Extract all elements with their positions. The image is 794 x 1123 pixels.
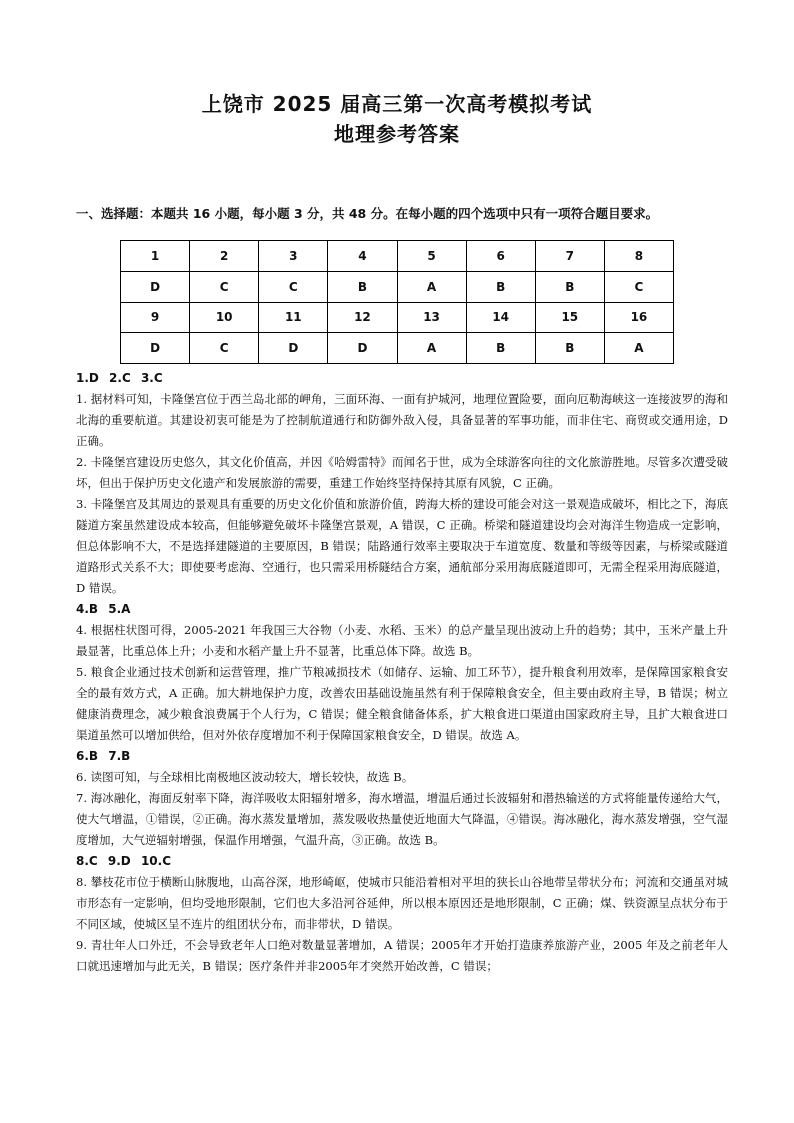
table-cell: C [190,333,259,364]
table-cell: 9 [121,302,190,333]
table-cell: 14 [466,302,535,333]
explanation-paragraph: 6. 读图可知，与全球相比南极地区波动较大，增长较快，故选 B。 [76,770,414,784]
answer-group-header: 8.C 9.D 10.C [76,854,172,868]
explanation-paragraph: 3. 卡隆堡宫及其周边的景观具有重要的历史文化价值和旅游价值，跨海大桥的建设可能会对这一景观造成破坏，相比之下，海底隧道方案虽然建设成本较高，但能够避免破坏卡隆堡宫景观，A 错误，C 正确。桥梁和隧道建设均会对海洋生物造成一定影响，但总体影响不大，不是选择建隧道的主要原因，B 错误；陆路通行效率主要取决于车道宽度、数量和等级等因素，与桥梁或隧道道路形式关系不大；即使要考虑海、空通行，也只需采用桥隧结合方案，通航部分采用海底隧道即可，无需全程采用海底隧道，D 错误。 [76,497,728,595]
table-cell: B [535,333,604,364]
table-cell: 6 [466,241,535,272]
exam-title: 上饶市 2025 届高三第一次高考模拟考试 [201,92,593,116]
table-cell: C [190,271,259,302]
table-cell: 3 [259,241,328,272]
table-cell: 12 [328,302,397,333]
table-cell: D [121,333,190,364]
explanation-paragraph: 8. 攀枝花市位于横断山脉腹地，山高谷深，地形崎岖，使城市只能沿着相对平坦的狭长山谷地带呈带状分布；河流和交通虽对城市形态有一定影响，但均受地形限制，它们也大多沿河谷延伸，所以根本原因还是地形限制，C 正确；煤、铁资源呈点状分布于不同区域，使城区呈不连片的组团状分布，而非带状，D 错误。 [76,875,728,931]
table-row [121,333,674,364]
table-cell: B [466,271,535,302]
table-cell: 11 [259,302,328,333]
table-cell: 1 [121,241,190,272]
section-heading: 一、选择题：本题共 16 小题，每小题 3 分，共 48 分。在每小题的四个选项中只有一项符合题目要求。 [76,206,659,221]
explanation-paragraph: 7. 海冰融化，海面反射率下降，海洋吸收太阳辐射增多，海水增温，增温后通过长波辐射和潜热输送的方式将能量传递给大气，使大气增温，①错误，②正确。海水蒸发量增加，蒸发吸收热量使近地面大气降温，④错误。海冰融化，海水蒸发增强，空气湿度增加，大气逆辐射增强，保温作用增强，气温升高，③正确。故选 B。 [76,791,728,847]
answer-group-header: 4.B 5.A [76,602,131,616]
explanation-paragraph: 2. 卡隆堡宫建设历史悠久，其文化价值高，并因《哈姆雷特》而闻名于世，成为全球游客向往的文化旅游胜地。尽管多次遭受破坏，但出于保护历史文化遗产和发展旅游的需要，重建工作始终坚持保持其原有风貌，C 正确。 [76,455,728,490]
table-cell: D [259,333,328,364]
table-cell: 2 [190,241,259,272]
table-cell: 15 [535,302,604,333]
table-cell: 13 [397,302,466,333]
explanation-paragraph: 9. 青壮年人口外迁，不会导致老年人口绝对数量显著增加，A 错误；2005年才开始打造康养旅游产业，2005 年及之前老年人口就迅速增加与此无关，B 错误；医疗条件并非2005年才突然开始改善，C 错误； [76,938,728,973]
table-row [121,302,674,333]
table-cell: B [535,271,604,302]
explanation-paragraph: 1. 据材料可知，卡隆堡宫位于西兰岛北部的岬角，三面环海、一面有护城河，地理位置险要，面向厄勒海峡这一连接波罗的海和北海的重要航道。其建设初衷可能是为了控制航道通行和防御外敌入侵，具备显著的军事功能，而非住宅、商贸或交通用途，D 正确。 [76,392,728,448]
answer-table [120,240,674,364]
table-cell: C [604,271,673,302]
answer-group-header: 1.D 2.C 3.C [76,371,163,385]
table-cell: 4 [328,241,397,272]
explanations [76,368,728,977]
table-cell: 10 [190,302,259,333]
table-cell: A [397,271,466,302]
table-cell: 5 [397,241,466,272]
explanation-paragraph: 4. 根据柱状图可得，2005-2021 年我国三大谷物（小麦、水稻、玉米）的总产量呈现出波动上升的趋势；其中，玉米产量上升最显著，比重总体上升；小麦和水稻产量上升不显著，比重总体下降。故选 B。 [76,623,728,658]
table-row [121,241,674,272]
table-cell: A [397,333,466,364]
answer-title: 地理参考答案 [334,122,460,146]
table-cell: B [466,333,535,364]
table-cell: 16 [604,302,673,333]
table-cell: D [121,271,190,302]
table-row [121,271,674,302]
table-cell: 7 [535,241,604,272]
table-cell: 8 [604,241,673,272]
table-cell: A [604,333,673,364]
explanation-paragraph: 5. 粮食企业通过技术创新和运营管理，推广节粮减损技术（如储存、运输、加工环节），提升粮食利用效率，是保障国家粮食安全的最有效方式，A 正确。加大耕地保护力度，改善农田基础设施虽然有利于保障粮食安全，但主要由政府主导，B 错误；树立健康消费理念，减少粮食浪费属于个人行为，C 错误；健全粮食储备体系，扩大粮食进口渠道由国家政府主导，且扩大粮食进口渠道虽然可以增加供给，但对外依存度增加不利于保障国家粮食安全，D 错误。故选 A。 [76,665,728,742]
table-cell: B [328,271,397,302]
answer-group-header: 6.B 7.B [76,749,131,763]
table-cell: C [259,271,328,302]
table-cell: D [328,333,397,364]
